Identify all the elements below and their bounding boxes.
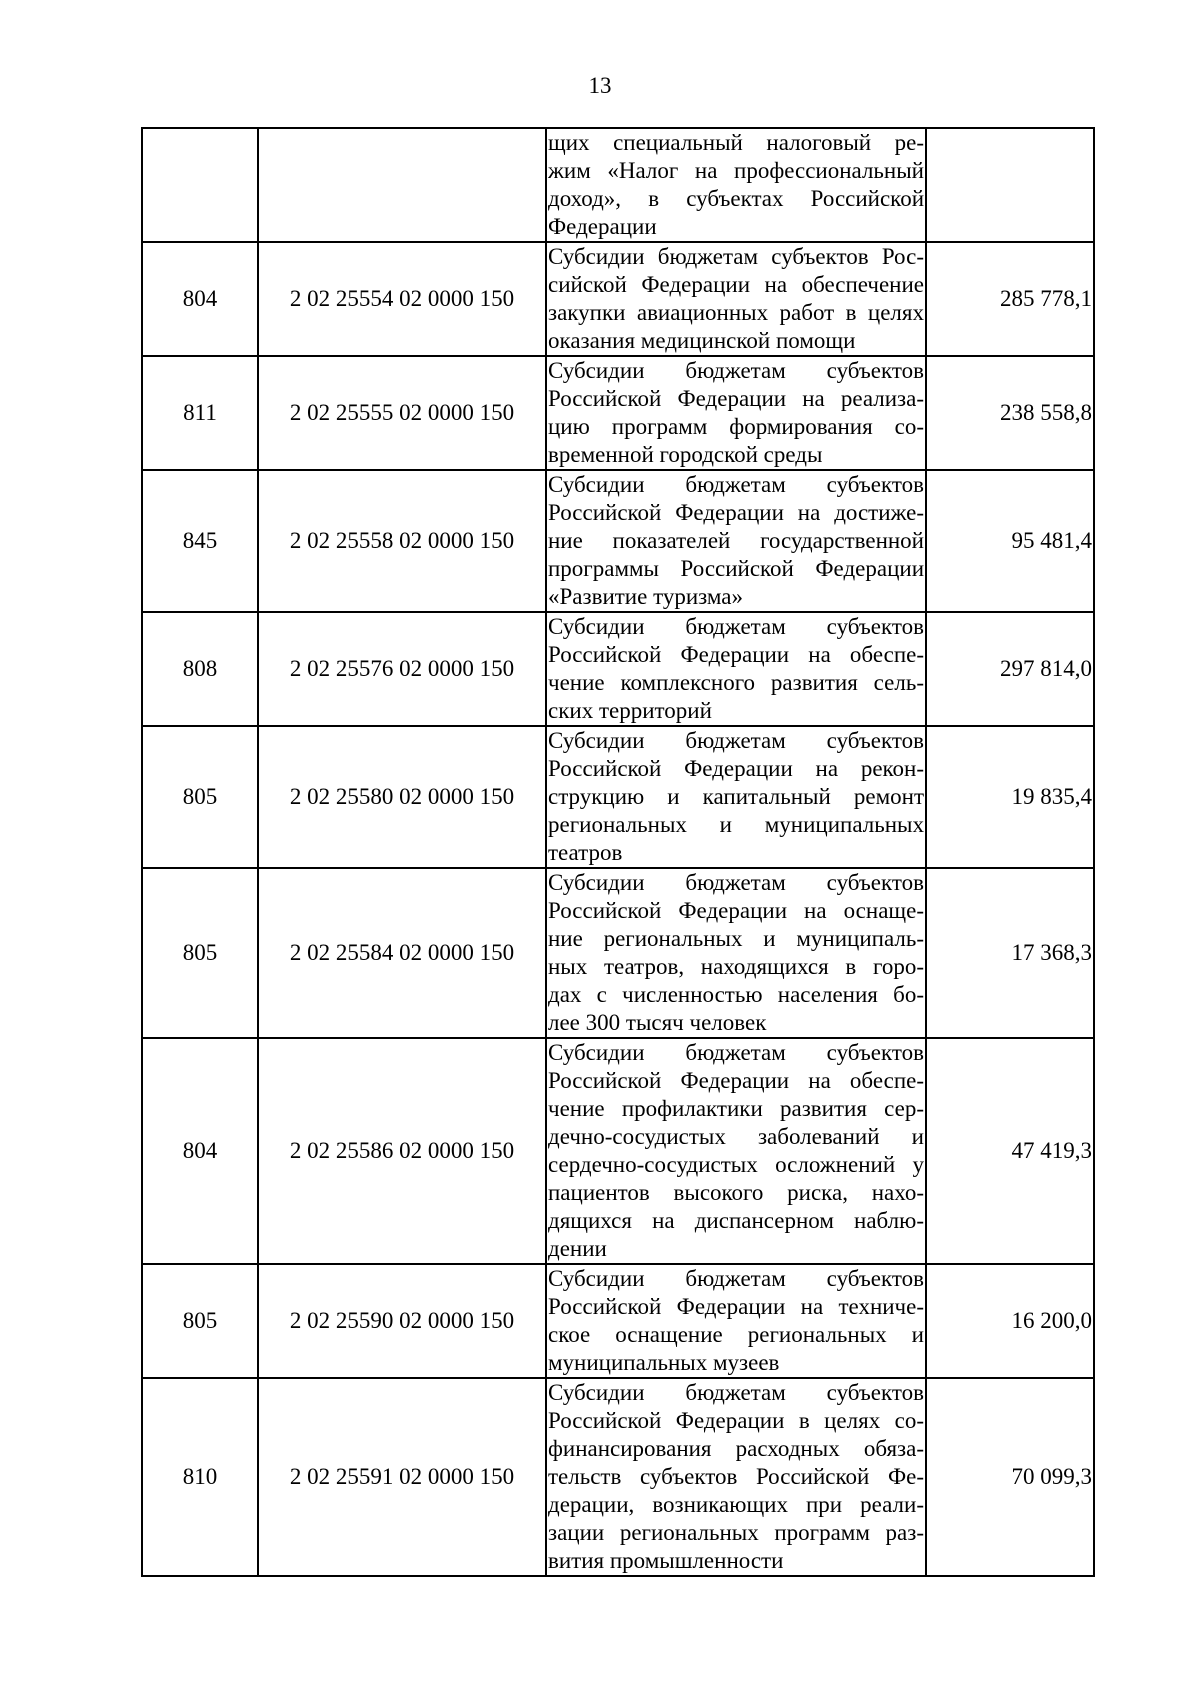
income-name-cell (546, 612, 926, 726)
income-name-cell (546, 1264, 926, 1378)
table-body (142, 128, 1094, 1576)
income-name-line: зации региональных программ раз- (548, 1520, 924, 1545)
income-name-line: вития промышленности (548, 1548, 784, 1573)
admin-code-cell: 808 (142, 612, 258, 726)
income-name-line: Российской Федерации на оснаще- (548, 898, 924, 923)
table-row (142, 726, 1094, 868)
income-name-line: струкцию и капитальный ремонт (548, 784, 924, 809)
income-name-line: Субсидии бюджетам субъектов (548, 614, 924, 639)
income-name-line: «Развитие туризма» (548, 584, 743, 609)
budget-code-cell: 2 02 25558 02 0000 150 (258, 470, 546, 612)
income-name-line: Субсидии бюджетам субъектов (548, 358, 924, 383)
income-name-line: Российской Федерации на реализа- (548, 386, 924, 411)
income-name-line: Субсидии бюджетам субъектов (548, 1380, 924, 1405)
admin-code-cell: 810 (142, 1378, 258, 1576)
admin-code-cell: 811 (142, 356, 258, 470)
admin-code-cell: 804 (142, 1038, 258, 1264)
amount-cell: 238 558,8 (926, 356, 1094, 470)
income-name-line: финансирования расходных обяза- (548, 1436, 924, 1461)
income-name-line: цию программ формирования со- (548, 414, 924, 439)
income-name-line: чение профилактики развития сер- (548, 1096, 924, 1121)
page-number: 13 (588, 73, 612, 98)
income-name-line: дечно-сосудистых заболеваний и (548, 1124, 924, 1149)
amount-cell: 19 835,4 (926, 726, 1094, 868)
table-row (142, 1378, 1094, 1576)
amount-cell: 47 419,3 (926, 1038, 1094, 1264)
income-name-line: муниципальных музеев (548, 1350, 780, 1375)
admin-code-cell: 805 (142, 868, 258, 1038)
admin-code-cell: 805 (142, 726, 258, 868)
table-row (142, 356, 1094, 470)
income-name-line: ние региональных и муниципаль- (548, 926, 924, 951)
income-name-line: дерации, возникающих при реали- (548, 1492, 924, 1517)
income-name-line: Российской Федерации на техниче- (548, 1294, 924, 1319)
income-name-line: Субсидии бюджетам субъектов (548, 1040, 924, 1065)
amount-cell: 297 814,0 (926, 612, 1094, 726)
income-name-line: Российской Федерации на обеспе- (548, 1068, 924, 1093)
income-name-line: Субсидии бюджетам субъектов (548, 870, 924, 895)
budget-code-cell: 2 02 25576 02 0000 150 (258, 612, 546, 726)
budget-table (141, 127, 1095, 1577)
amount-cell: 95 481,4 (926, 470, 1094, 612)
income-name-line: сийской Федерации на обеспечение (548, 272, 924, 297)
income-name-cell (546, 242, 926, 356)
budget-code-cell: 2 02 25591 02 0000 150 (258, 1378, 546, 1576)
income-name-line: ское оснащение региональных и (548, 1322, 924, 1347)
income-name-line: ных театров, находящихся в горо- (548, 954, 924, 979)
income-name-line: сердечно-сосудистых осложнений у (548, 1152, 924, 1177)
income-name-line: региональных и муниципальных (548, 812, 924, 837)
budget-code-cell: 2 02 25586 02 0000 150 (258, 1038, 546, 1264)
income-name-line: Российской Федерации в целях со- (548, 1408, 924, 1433)
income-name-cell (546, 470, 926, 612)
table-row (142, 242, 1094, 356)
admin-code-cell: 845 (142, 470, 258, 612)
table-row (142, 128, 1094, 242)
income-name-line: ние показателей государственной (548, 528, 924, 553)
admin-code-cell: 804 (142, 242, 258, 356)
income-name-line: лее 300 тысяч человек (548, 1010, 767, 1035)
table-row (142, 1038, 1094, 1264)
table-row (142, 470, 1094, 612)
income-name-line: Субсидии бюджетам субъектов (548, 1266, 924, 1291)
income-name-cell (546, 356, 926, 470)
budget-code-cell: 2 02 25555 02 0000 150 (258, 356, 546, 470)
income-name-line: Субсидии бюджетам субъектов (548, 472, 924, 497)
table-row (142, 868, 1094, 1038)
income-name-line: пациентов высокого риска, нахо- (548, 1180, 924, 1205)
income-name-cell (546, 868, 926, 1038)
table-row (142, 1264, 1094, 1378)
income-name-line: дах с численностью населения бо- (548, 982, 924, 1007)
budget-code-cell: 2 02 25584 02 0000 150 (258, 868, 546, 1038)
budget-code-cell: 2 02 25580 02 0000 150 (258, 726, 546, 868)
income-name-line: ских территорий (548, 698, 712, 723)
income-name-line: дящихся на диспансерном наблю- (548, 1208, 924, 1233)
income-name-cell (546, 1378, 926, 1576)
amount-cell (926, 128, 1094, 242)
budget-code-cell: 2 02 25554 02 0000 150 (258, 242, 546, 356)
income-name-line: оказания медицинской помощи (548, 328, 856, 353)
admin-code-cell: 805 (142, 1264, 258, 1378)
income-name-line: закупки авиационных работ в целях (548, 300, 924, 325)
income-name-line: чение комплексного развития сель- (548, 670, 924, 695)
amount-cell: 285 778,1 (926, 242, 1094, 356)
income-name-line: тельств субъектов Российской Фе- (548, 1464, 924, 1489)
income-name-line: Федерации (548, 214, 657, 239)
income-name-line: Субсидии бюджетам субъектов (548, 728, 924, 753)
income-name-line: временной городской среды (548, 442, 823, 467)
income-name-line: дении (548, 1236, 607, 1261)
income-name-cell (546, 128, 926, 242)
income-name-cell (546, 1038, 926, 1264)
budget-code-cell: 2 02 25590 02 0000 150 (258, 1264, 546, 1378)
income-name-line: театров (548, 840, 623, 865)
income-name-line: Российской Федерации на рекон- (548, 756, 924, 781)
income-name-line: Субсидии бюджетам субъектов Рос- (548, 244, 924, 269)
income-name-cell (546, 726, 926, 868)
income-name-line: программы Российской Федерации (548, 556, 924, 581)
amount-cell: 70 099,3 (926, 1378, 1094, 1576)
income-name-line: жим «Налог на профессиональный (548, 158, 924, 183)
amount-cell: 16 200,0 (926, 1264, 1094, 1378)
income-name-line: Российской Федерации на достиже- (548, 500, 924, 525)
table-row (142, 612, 1094, 726)
budget-code-cell (258, 128, 546, 242)
income-name-line: Российской Федерации на обеспе- (548, 642, 924, 667)
income-name-line: щих специальный налоговый ре- (548, 130, 924, 155)
income-name-line: доход», в субъектах Российской (548, 186, 924, 211)
admin-code-cell (142, 128, 258, 242)
amount-cell: 17 368,3 (926, 868, 1094, 1038)
